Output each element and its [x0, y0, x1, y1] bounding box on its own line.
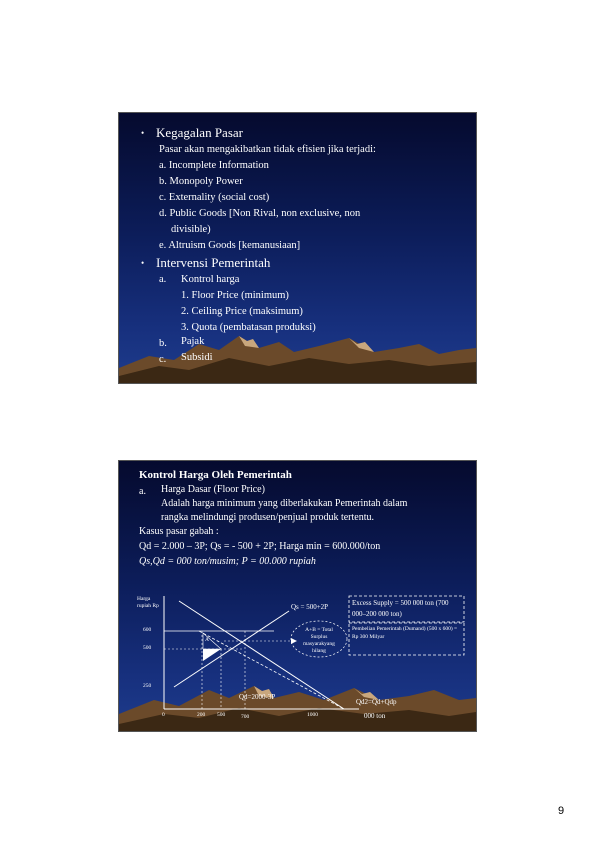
mountain-landscape: [119, 308, 476, 383]
case-label: Kasus pasar gabah :: [139, 526, 219, 537]
equation-line: Qs,Qd = 000 ton/musim; P = 00.000 rupiah: [139, 556, 316, 567]
list-item: a. Incomplete Information: [159, 160, 269, 171]
area-label-a: A: [205, 637, 209, 643]
supply-demand-graph: [119, 461, 476, 731]
slide-price-control: [118, 460, 477, 732]
item-description: Adalah harga minimum yang diberlakukan Pemerintah dalam: [161, 498, 408, 509]
slide-title: Kontrol Harga Oleh Pemerintah: [139, 469, 292, 481]
list-marker: b.: [159, 338, 167, 349]
y-tick-label: 600: [143, 627, 152, 633]
list-item: 2. Ceiling Price (maksimum): [181, 306, 303, 317]
list-item: Pajak: [181, 336, 205, 347]
list-item: b. Monopoly Power: [159, 176, 243, 187]
y-tick-label: 500: [143, 645, 152, 651]
bullet-icon: •: [141, 258, 145, 268]
surplus-bubble-text: A+B = Total Surplus masyarakyang hilang: [303, 627, 335, 654]
slide-market-failure: [118, 112, 477, 384]
heading-government-intervention: Intervensi Pemerintah: [156, 255, 271, 270]
demand-curve-2-label: Qd2=Qd+Qdp: [356, 698, 397, 706]
excess-supply-text: Excess Supply = 500 000 ton (700 000–200 000 ton): [352, 599, 449, 618]
list-item: c. Externality (social cost): [159, 192, 270, 203]
x-tick-label: 500: [217, 712, 226, 718]
demand-curve-label: Qd=2000-3P: [239, 693, 276, 701]
list-item: divisible): [171, 224, 211, 235]
item-description: rangka melindungi produsen/penjual produk tertentu.: [161, 512, 375, 523]
item-title: Harga Dasar (Floor Price): [161, 484, 265, 495]
page-number: 9: [558, 805, 565, 817]
bullet-icon: •: [141, 128, 145, 138]
list-item: Subsidi: [181, 352, 213, 363]
list-item: Kontrol harga: [181, 274, 240, 285]
x-tick-label: 700: [241, 714, 250, 720]
list-item: 3. Quota (pembatasan produksi): [181, 322, 316, 333]
supply-curve: [174, 611, 289, 687]
equation-line: Qd = 2.000 – 3P; Qs = - 500 + 2P; Harga min = 600.000/ton: [139, 541, 381, 552]
quantity-label: 000 ton: [364, 712, 386, 720]
supply-curve-label: Qs = 500+2P: [291, 603, 329, 611]
y-tick-label: 250: [143, 683, 152, 689]
x-tick-label: 1000: [307, 712, 318, 718]
x-tick-label: 200: [197, 712, 206, 718]
list-item: d. Public Goods [Non Rival, non exclusive, non: [159, 208, 361, 219]
x-tick-label: 0: [162, 712, 165, 718]
heading-market-failure: Kegagalan Pasar: [156, 125, 243, 140]
area-label-b: B: [205, 651, 209, 657]
list-marker: a.: [139, 486, 146, 497]
list-item: 1. Floor Price (minimum): [181, 290, 289, 301]
list-item: e. Altruism Goods [kemanusiaan]: [159, 240, 301, 251]
intro-text: Pasar akan mengakibatkan tidak efisien jika terjadi:: [159, 144, 376, 155]
list-marker: a.: [159, 274, 167, 285]
y-axis-label: Harga rupiah Rp: [137, 596, 159, 609]
government-purchase-text: Pembelian Pemerintah (Dumand) (500 x 600) = Rp 300 Milyar: [352, 626, 458, 640]
list-marker: c.: [159, 354, 167, 365]
